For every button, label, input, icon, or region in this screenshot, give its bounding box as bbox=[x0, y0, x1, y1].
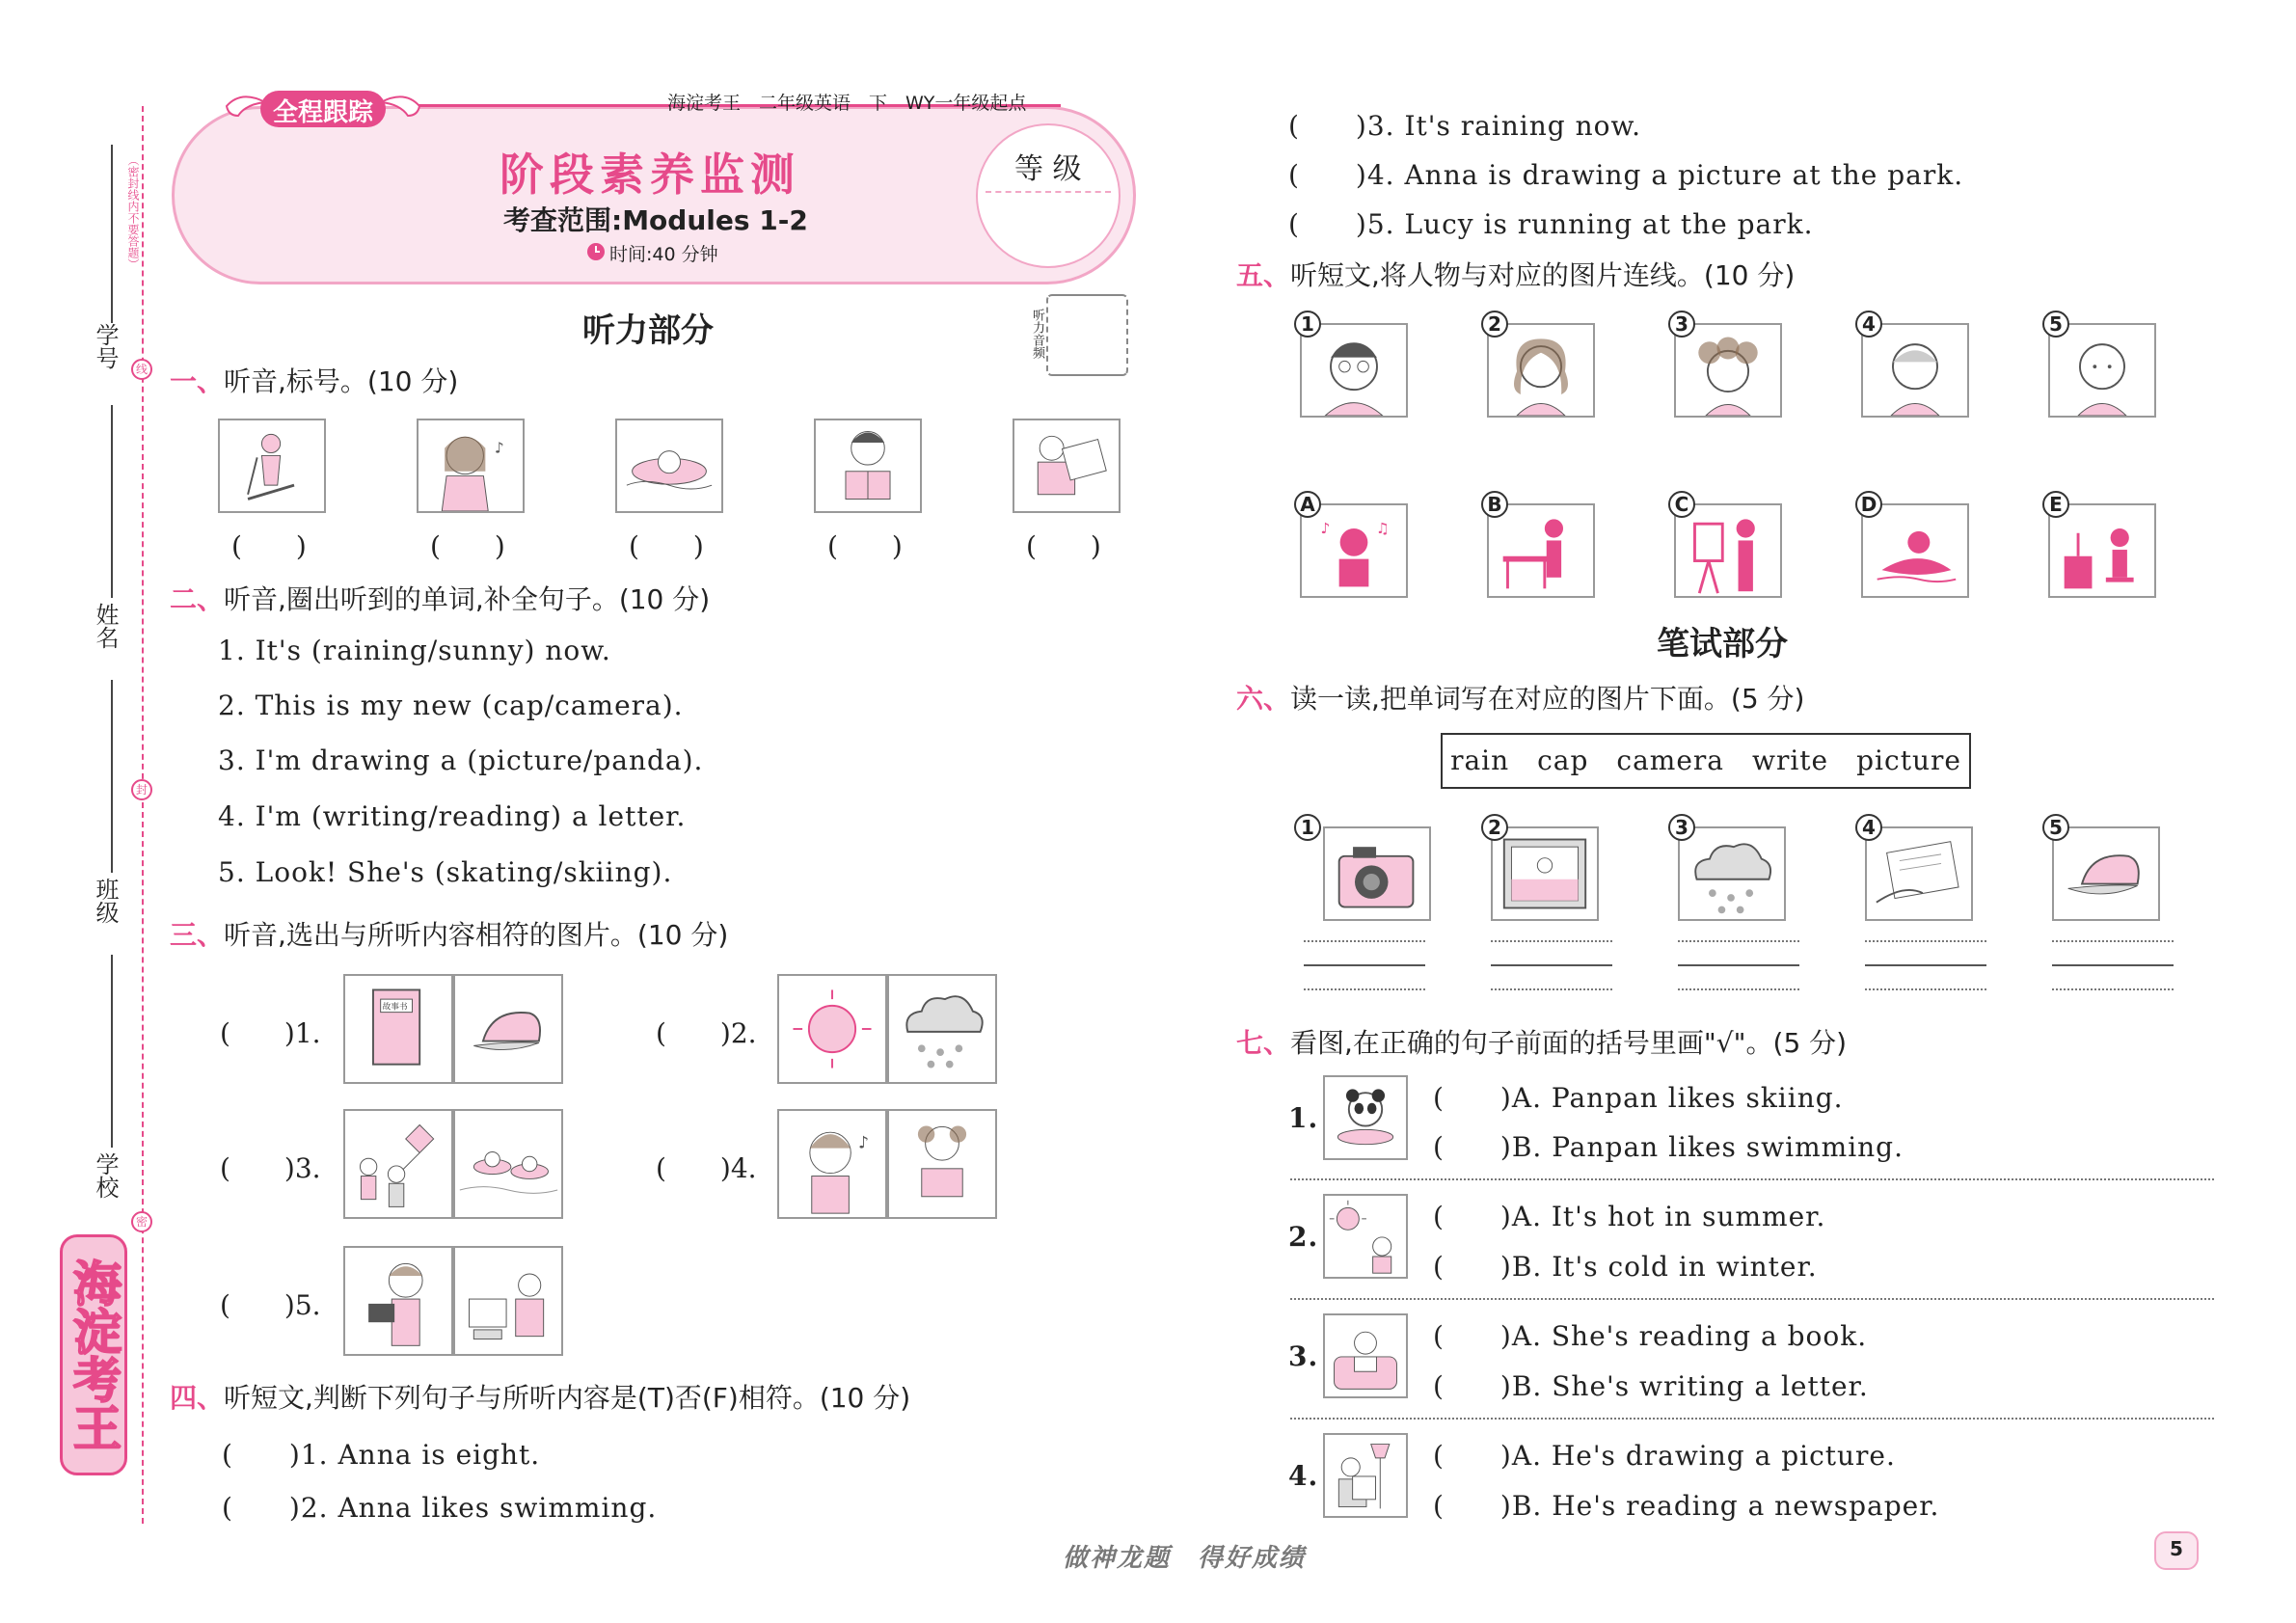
sec5-activity-c[interactable] bbox=[1674, 503, 1782, 598]
sec6-answer-line-2a[interactable] bbox=[1491, 940, 1612, 942]
writing-section-title: 笔试部分 bbox=[1657, 625, 1788, 663]
sec2-item-1[interactable]: 1. It's (raining/sunny) now. bbox=[218, 635, 611, 666]
sec4-item-2[interactable]: ( )2. Anna likes swimming. bbox=[222, 1492, 658, 1524]
sec3-item-2[interactable]: ( )2. bbox=[656, 1017, 757, 1049]
badge-label: 全程跟踪 bbox=[272, 98, 373, 127]
sec5-num-3: 3 bbox=[1668, 311, 1695, 338]
sec3-5-pic-b-tv-boy[interactable] bbox=[453, 1246, 563, 1356]
audio-qr-box[interactable] bbox=[1046, 294, 1128, 376]
sec1-pic-swimmer bbox=[615, 419, 723, 513]
exam-scope: 考查范围:Modules 1-2 bbox=[503, 204, 808, 236]
sec5-person-5[interactable] bbox=[2048, 323, 2156, 418]
sec3-3-pic-b-swimming[interactable] bbox=[453, 1109, 563, 1219]
svg-text:♪: ♪ bbox=[1320, 519, 1331, 537]
seal-mark-3: 密 bbox=[131, 1211, 152, 1232]
sec5-activity-e[interactable] bbox=[2048, 503, 2156, 598]
sec7-pic-3-girl-reading bbox=[1323, 1313, 1408, 1398]
sec6-answer-line-4a[interactable] bbox=[1865, 940, 1986, 942]
seal-mark-1: 线 bbox=[131, 359, 152, 380]
sec6-answer-line-5b[interactable] bbox=[2052, 964, 2174, 966]
sec7-pic-1-panda-swimming bbox=[1323, 1075, 1408, 1160]
sec3-2-pic-b-rain-cloud[interactable] bbox=[887, 974, 997, 1084]
footer-slogan: 做神龙题 得好成绩 bbox=[1063, 1544, 1307, 1573]
sec6-pic-picture bbox=[1491, 826, 1599, 921]
sec4-item-5[interactable]: ( )5. Lucy is running at the park. bbox=[1288, 208, 1814, 240]
sec5-person-3[interactable] bbox=[1674, 323, 1782, 418]
sec6-answer-line-1b[interactable] bbox=[1304, 964, 1425, 966]
sec1-paren-3[interactable]: ( ) bbox=[629, 530, 704, 562]
sec1-paren-4[interactable]: ( ) bbox=[827, 530, 903, 562]
svg-text:♪: ♪ bbox=[858, 1133, 870, 1153]
label-xuexiao: 学校 bbox=[92, 1152, 119, 1199]
binding-dashed-line bbox=[142, 106, 144, 1524]
listening-section-title: 听力部分 bbox=[582, 311, 714, 350]
sec1-pic-boy-reading bbox=[814, 419, 922, 513]
sec4-item-4[interactable]: ( )4. Anna is drawing a picture at the park. bbox=[1288, 159, 1964, 191]
label-xingming: 姓名 bbox=[92, 603, 119, 649]
sec5-person-4[interactable] bbox=[1861, 323, 1969, 418]
sec2-item-4[interactable]: 4. I'm (writing/reading) a letter. bbox=[218, 800, 687, 832]
xingming-line bbox=[111, 405, 113, 598]
banji-line bbox=[111, 680, 113, 873]
sec5-num-4: 4 bbox=[1855, 311, 1882, 338]
sec5-activity-d[interactable] bbox=[1861, 503, 1969, 598]
sec6-answer-line-5c[interactable] bbox=[2052, 988, 2174, 990]
sec3-3-pic-a-kite[interactable] bbox=[343, 1109, 453, 1219]
sec7-divider-1 bbox=[1290, 1178, 2214, 1180]
sec7-pic-4-man-newspaper bbox=[1323, 1433, 1408, 1518]
seal-note: （密封线内不要答题） bbox=[126, 154, 140, 270]
sec6-title: 六、读一读,把单词写在对应的图片下面。(5 分) bbox=[1236, 683, 1805, 715]
sec5-person-2[interactable] bbox=[1487, 323, 1595, 418]
brand-logo: 海淀考王 bbox=[60, 1234, 127, 1475]
sec2-item-5[interactable]: 5. Look! She's (skating/skiing). bbox=[218, 856, 673, 888]
sec7-group-3-number: 3. bbox=[1288, 1340, 1319, 1372]
sec7-divider-3 bbox=[1290, 1418, 2214, 1420]
sec1-pic-skier bbox=[218, 419, 326, 513]
sec6-pic-write bbox=[1865, 826, 1973, 921]
sec7-2-option-a[interactable]: ( )A. It's hot in summer. bbox=[1433, 1201, 1826, 1232]
clock-icon bbox=[586, 242, 606, 261]
sec6-answer-line-4c[interactable] bbox=[1865, 988, 1986, 990]
sec7-3-option-b[interactable]: ( )B. She's writing a letter. bbox=[1433, 1370, 1869, 1402]
sec1-paren-5[interactable]: ( ) bbox=[1026, 530, 1101, 562]
sec1-pic-reading-newspaper bbox=[1013, 419, 1121, 513]
sec6-pic-cap bbox=[2052, 826, 2160, 921]
sec4-title: 四、听短文,判断下列句子与所听内容是(T)否(F)相符。(10 分) bbox=[170, 1382, 911, 1414]
sec5-activity-b[interactable] bbox=[1487, 503, 1595, 598]
sec6-num-2: 2 bbox=[1481, 814, 1508, 841]
sec7-1-option-b[interactable]: ( )B. Panpan likes swimming. bbox=[1433, 1131, 1904, 1163]
sec5-letter-b: B bbox=[1481, 491, 1508, 518]
sec2-title: 二、听音,圈出听到的单词,补全句子。(10 分) bbox=[170, 583, 711, 615]
page-main-title: 阶段素养监测 bbox=[500, 149, 800, 201]
sec5-num-5: 5 bbox=[2042, 311, 2069, 338]
grade-label: 等 级 bbox=[1014, 152, 1082, 186]
audio-label: 听力音频 bbox=[1030, 309, 1044, 359]
sec5-num-2: 2 bbox=[1481, 311, 1508, 338]
sec7-group-4-number: 4. bbox=[1288, 1460, 1319, 1492]
sec3-item-1[interactable]: ( )1. bbox=[220, 1017, 321, 1049]
sec7-3-option-a[interactable]: ( )A. She's reading a book. bbox=[1433, 1320, 1868, 1352]
sec5-num-1: 1 bbox=[1294, 311, 1321, 338]
sec7-group-2-number: 2. bbox=[1288, 1221, 1319, 1253]
sec6-answer-line-3c[interactable] bbox=[1678, 988, 1799, 990]
sec3-4-pic-b-girl-reading[interactable] bbox=[887, 1109, 997, 1219]
sec7-pic-2-sun-summer bbox=[1323, 1194, 1408, 1279]
sec5-activity-a[interactable] bbox=[1300, 503, 1408, 598]
sec3-title: 三、听音,选出与所听内容相符的图片。(10 分) bbox=[170, 919, 729, 951]
sec7-4-option-b[interactable]: ( )B. He's reading a newspaper. bbox=[1433, 1490, 1940, 1522]
sec6-answer-line-3a[interactable] bbox=[1678, 940, 1799, 942]
sec3-1-pic-a-storybook[interactable] bbox=[343, 974, 453, 1084]
sec6-pic-camera bbox=[1323, 826, 1431, 921]
sec5-letter-a: A bbox=[1294, 491, 1321, 518]
sec6-word-box: rain cap camera write picture bbox=[1441, 733, 1971, 789]
sec4-item-3[interactable]: ( )3. It's raining now. bbox=[1288, 110, 1642, 142]
sec3-5-pic-a-camera-boy[interactable] bbox=[343, 1246, 453, 1356]
sec7-1-option-a[interactable]: ( )A. Panpan likes skiing. bbox=[1433, 1082, 1844, 1114]
label-xuehao: 学号 bbox=[92, 323, 119, 369]
sec6-answer-line-1a[interactable] bbox=[1304, 940, 1425, 942]
sec5-letter-e: E bbox=[2042, 491, 2069, 518]
sec6-answer-line-2b[interactable] bbox=[1491, 964, 1612, 966]
sec1-pic-girl-music bbox=[417, 419, 525, 513]
sec7-title: 七、看图,在正确的句子前面的括号里画"√"。(5 分) bbox=[1236, 1027, 1848, 1059]
sec3-4-pic-a-girl-music[interactable] bbox=[777, 1109, 887, 1219]
exam-time: 时间:40 分钟 bbox=[609, 244, 718, 265]
sec5-title: 五、听短文,将人物与对应的图片连线。(10 分) bbox=[1236, 259, 1796, 291]
grade-divider bbox=[986, 191, 1111, 193]
sec7-2-option-b[interactable]: ( )B. It's cold in winter. bbox=[1433, 1251, 1818, 1283]
sec5-letter-d: D bbox=[1855, 491, 1882, 518]
page-number: 5 bbox=[2170, 1537, 2183, 1560]
sec1-title: 一、听音,标号。(10 分) bbox=[170, 365, 459, 397]
sec2-item-2[interactable]: 2. This is my new (cap/camera). bbox=[218, 690, 684, 721]
sec6-num-4: 4 bbox=[1855, 814, 1882, 841]
xuehao-line bbox=[111, 145, 113, 323]
svg-text:♫: ♫ bbox=[1376, 519, 1390, 537]
sec6-pic-rain bbox=[1678, 826, 1786, 921]
sec6-num-5: 5 bbox=[2042, 814, 2069, 841]
sec7-group-1-number: 1. bbox=[1288, 1102, 1319, 1134]
sec6-answer-line-2c[interactable] bbox=[1491, 988, 1612, 990]
sec1-paren-2[interactable]: ( ) bbox=[430, 530, 505, 562]
sec6-answer-line-1c[interactable] bbox=[1304, 988, 1425, 990]
sec6-num-3: 3 bbox=[1668, 814, 1695, 841]
sec6-num-1: 1 bbox=[1294, 814, 1321, 841]
xuexiao-line bbox=[111, 955, 113, 1148]
label-banji: 班级 bbox=[92, 878, 119, 924]
sec3-item-3[interactable]: ( )3. bbox=[220, 1152, 321, 1184]
sec4-item-1[interactable]: ( )1. Anna is eight. bbox=[222, 1439, 541, 1471]
sec6-answer-line-4b[interactable] bbox=[1865, 964, 1986, 966]
storybook-text: 故事书 bbox=[382, 1002, 408, 1013]
sec2-item-3[interactable]: 3. I'm drawing a (picture/panda). bbox=[218, 744, 704, 776]
svg-text:♪: ♪ bbox=[494, 439, 504, 457]
sec7-divider-2 bbox=[1290, 1298, 2214, 1300]
sec3-1-pic-b-cap[interactable] bbox=[453, 974, 563, 1084]
sec3-item-4[interactable]: ( )4. bbox=[656, 1152, 757, 1184]
sec6-answer-line-5a[interactable] bbox=[2052, 940, 2174, 942]
seal-mark-2: 封 bbox=[131, 779, 152, 800]
sec5-letter-c: C bbox=[1668, 491, 1695, 518]
series-label: 海淀考王 二年级英语 下 WY一年级起点 bbox=[667, 93, 1027, 114]
sec3-2-pic-a-sun[interactable] bbox=[777, 974, 887, 1084]
sec6-answer-line-3b[interactable] bbox=[1678, 964, 1799, 966]
sec3-item-5[interactable]: ( )5. bbox=[220, 1289, 321, 1321]
sec7-4-option-a[interactable]: ( )A. He's drawing a picture. bbox=[1433, 1440, 1896, 1472]
sec5-person-1[interactable] bbox=[1300, 323, 1408, 418]
sec1-paren-1[interactable]: ( ) bbox=[231, 530, 307, 562]
